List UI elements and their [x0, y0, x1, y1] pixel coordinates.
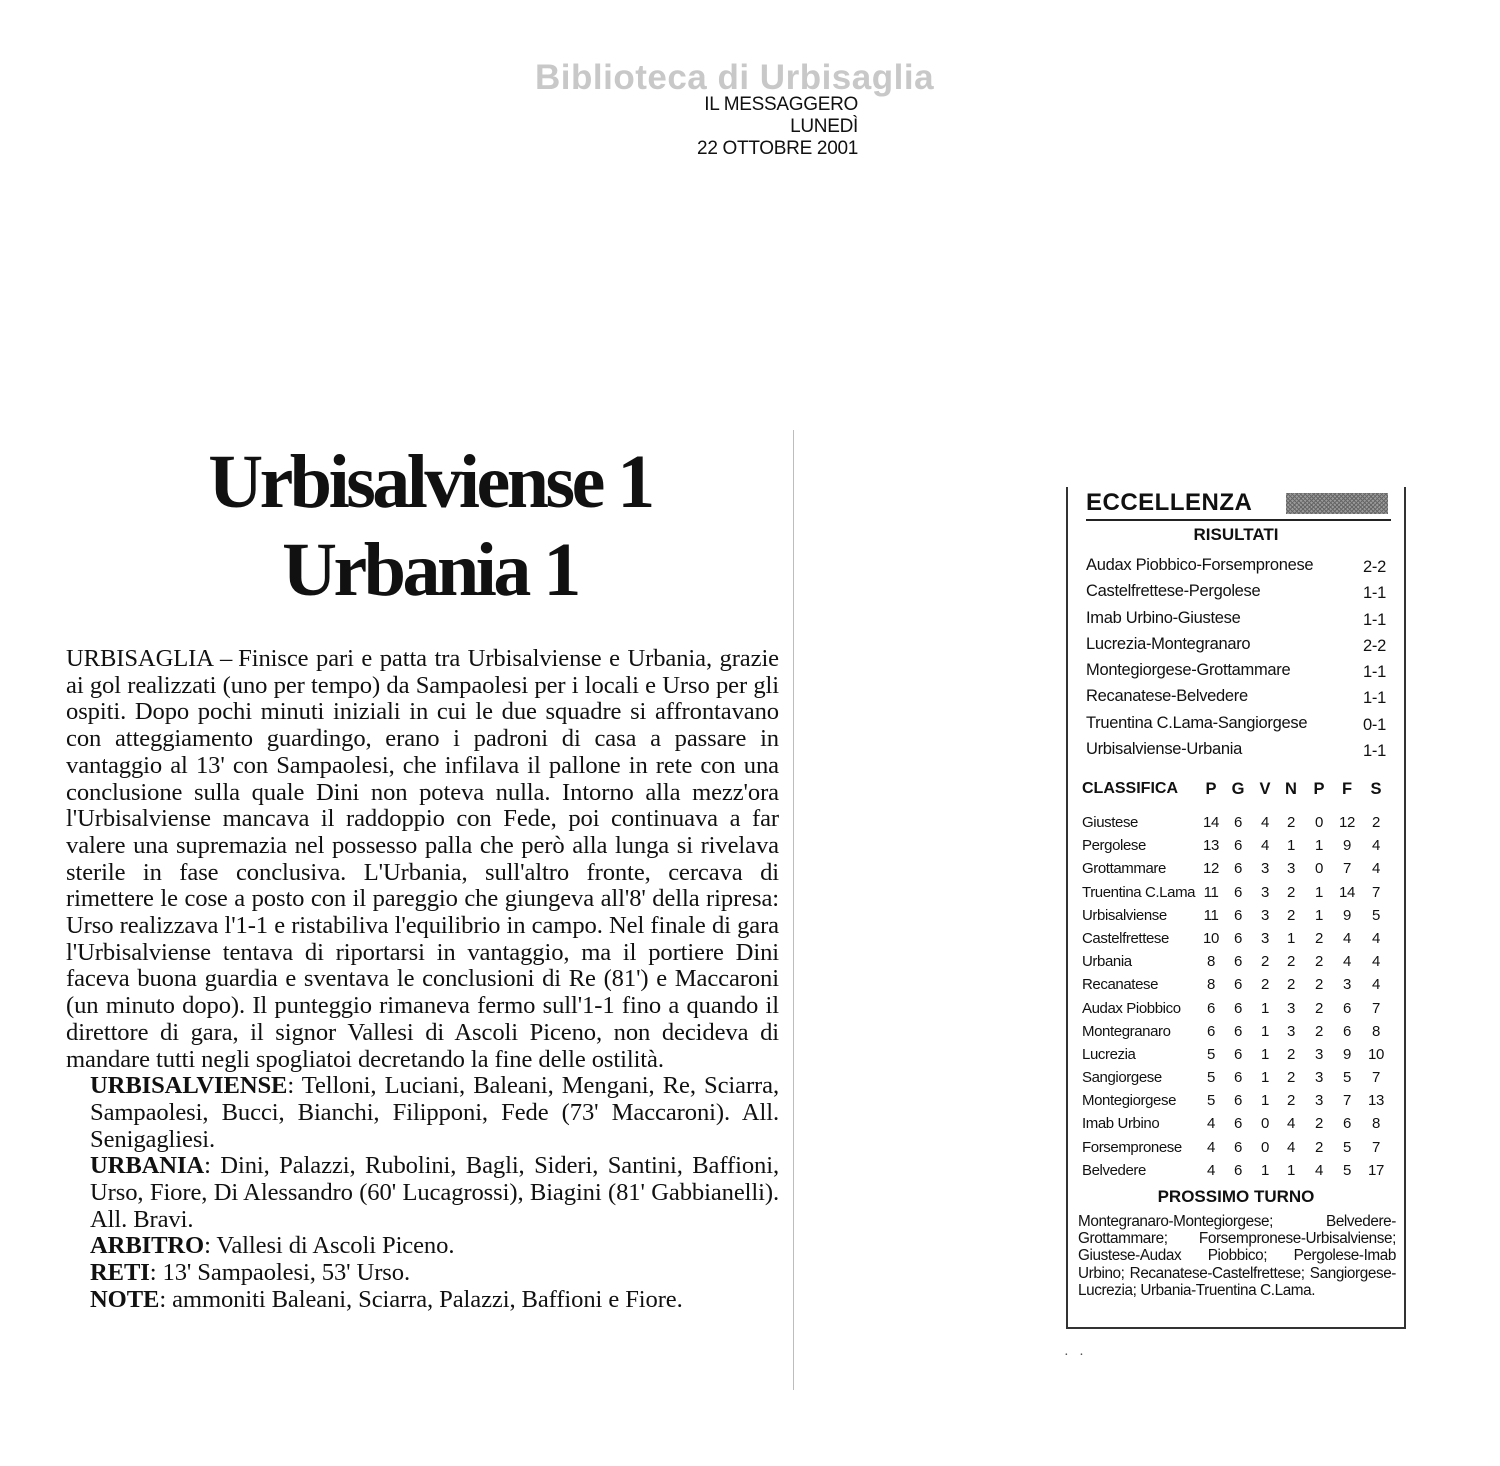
result-row: [1086, 737, 1386, 763]
standings-cell: 4: [1315, 1161, 1323, 1179]
standings-cell: 3: [1287, 999, 1295, 1017]
result-match: Lucrezia-Montegranaro: [1086, 634, 1251, 653]
standings-cell: 2: [1315, 1138, 1323, 1156]
standings-cell: 3: [1287, 1022, 1295, 1040]
result-row: [1086, 606, 1386, 632]
lineup-away: [66, 1153, 779, 1233]
column-divider: [793, 430, 794, 1390]
standings-cell: 6: [1234, 860, 1242, 878]
standings-row: [1082, 1043, 1388, 1066]
result-score: 2-2: [1363, 636, 1386, 655]
halftone-bar: [1286, 493, 1388, 514]
standings-cell: 1: [1261, 1022, 1269, 1040]
standings-cell: 3: [1287, 860, 1295, 878]
standings-row: [1082, 1112, 1388, 1135]
standings-cell: 0: [1315, 814, 1323, 831]
standings-column-header: P: [1313, 780, 1325, 798]
result-row: [1086, 632, 1386, 658]
result-score: 1-1: [1363, 689, 1386, 708]
standings-cell: 5: [1207, 1069, 1215, 1087]
standings-cell: 5: [1343, 1161, 1351, 1179]
result-match: Audax Piobbico-Forsempronese: [1086, 556, 1314, 574]
article: [66, 646, 779, 1314]
article-dateline: URBISAGLIA: [66, 645, 214, 672]
standings-cell: 2: [1315, 1022, 1323, 1040]
lineup-text: : Telloni, Luciani, Baleani, Mengani, Re, Sciarra, Sampaolesi, Bucci, Bianchi, Filipponi, Fede (73' Maccaroni). All. Senigagliesi.: [90, 1072, 779, 1153]
standings-cell: 4: [1372, 860, 1380, 878]
standings-cell: 4: [1343, 929, 1351, 947]
standings-cell: 3: [1343, 976, 1351, 994]
standings-team: Belvedere: [1082, 1161, 1146, 1179]
standings-row: [1082, 834, 1388, 857]
standings-cell: 6: [1234, 1138, 1242, 1156]
eccellenza-panel: [1066, 487, 1406, 1329]
standings-row: [1082, 1159, 1388, 1182]
standings-cell: 9: [1343, 837, 1351, 855]
goals-line: [66, 1260, 779, 1287]
lineup-label: NOTE: [90, 1285, 160, 1313]
standings-row: [1082, 857, 1388, 880]
lineup-text: : 13' Sampaolesi, 53' Urso.: [149, 1259, 411, 1287]
headline-line-1: Urbisalviense 1: [208, 440, 652, 524]
standings-cell: 3: [1315, 1069, 1323, 1087]
standings-cell: 0: [1315, 860, 1323, 878]
standings-cell: 13: [1203, 837, 1219, 855]
result-row: [1086, 553, 1386, 579]
next-round-title: PROSSIMO TURNO: [1157, 1187, 1315, 1206]
standings-cell: 7: [1372, 1069, 1380, 1087]
standings-cell: 1: [1315, 906, 1323, 924]
standings-cell: 1: [1315, 837, 1323, 855]
standings-cell: 2: [1287, 1045, 1295, 1063]
standings-header: [1082, 777, 1388, 811]
standings-cell: 4: [1261, 837, 1269, 855]
article-body-paragraph: [66, 646, 779, 1073]
standings-cell: 2: [1261, 953, 1269, 971]
standings-cell: 1: [1261, 1045, 1269, 1063]
standings-column-header: G: [1231, 780, 1245, 798]
standings-row: [1082, 1089, 1388, 1112]
standings-cell: 6: [1234, 1161, 1242, 1179]
standings-cell: 4: [1372, 837, 1380, 855]
standings-cell: 2: [1315, 953, 1323, 971]
result-row: [1086, 579, 1386, 605]
notes-line: [66, 1287, 779, 1314]
publication-date: 22 OTTOBRE 2001: [697, 138, 858, 159]
standings-cell: 10: [1368, 1045, 1384, 1063]
standings-team: Montegranaro: [1082, 1022, 1171, 1040]
standings-cell: 6: [1234, 1022, 1242, 1040]
masthead: [600, 94, 858, 160]
standings-team: Truentina C.Lama: [1082, 883, 1196, 901]
panel-header: [1086, 487, 1391, 521]
lineup-label: RETI: [90, 1259, 150, 1287]
standings-team: Audax Piobbico: [1082, 999, 1181, 1017]
standings-cell: 4: [1287, 1138, 1295, 1156]
result-match: Recanatese-Belvedere: [1086, 687, 1248, 706]
standings-cell: 13: [1368, 1092, 1384, 1110]
lineup-label: URBISALVIENSE: [90, 1072, 288, 1100]
result-match: Urbisalviense-Urbania: [1086, 740, 1243, 759]
standings-cell: 5: [1207, 1092, 1215, 1110]
standings-column-header: V: [1259, 780, 1271, 798]
result-score: 1-1: [1363, 584, 1386, 603]
headline-line-2: Urbania 1: [282, 528, 578, 612]
standings-cell: 6: [1234, 837, 1242, 855]
standings-cell: 7: [1343, 860, 1351, 878]
standings-cell: 8: [1207, 953, 1215, 971]
standings-cell: 14: [1339, 883, 1355, 901]
referee-line: [66, 1233, 779, 1260]
standings-row: [1082, 904, 1388, 927]
standings-cell: 6: [1343, 1115, 1351, 1133]
result-match: Truentina C.Lama-Sangiorgese: [1086, 713, 1308, 732]
result-row: [1086, 711, 1386, 737]
standings-cell: 2: [1287, 814, 1295, 831]
standings-cell: 4: [1372, 953, 1380, 971]
standings-row: [1082, 1020, 1388, 1043]
standings-cell: 1: [1261, 1092, 1269, 1110]
standings-cell: 14: [1203, 814, 1219, 831]
standings-row: [1082, 973, 1388, 996]
result-score: 0-1: [1363, 715, 1386, 734]
standings-cell: 9: [1343, 1045, 1351, 1063]
lineup-text: : ammoniti Baleani, Sciarra, Palazzi, Baffioni e Fiore.: [159, 1285, 683, 1313]
standings-team: Pergolese: [1082, 837, 1146, 855]
standings-cell: 2: [1287, 1069, 1295, 1087]
standings-cell: 6: [1234, 1045, 1242, 1063]
results-list: [1086, 553, 1386, 763]
standings-cell: 1: [1261, 1161, 1269, 1179]
result-row: [1086, 684, 1386, 710]
standings-cell: 1: [1261, 999, 1269, 1017]
standings-cell: 10: [1203, 929, 1219, 947]
result-score: 1-1: [1363, 663, 1386, 682]
standings-cell: 6: [1234, 883, 1242, 901]
result-score: 1-1: [1363, 610, 1386, 629]
standings-cell: 5: [1207, 1045, 1215, 1063]
article-body-text: Finisce pari e patta tra Urbisalviense e Urbania, grazie ai gol realizzati (uno per tempo) da Sampaolesi per i locali e Urso per gli ospiti. Dopo pochi minuti iniziali in cui le due squadre si affrontavano con atteggiamento guardingo, erano i padroni di casa a passare in vantaggio al 13' con Sampaolesi, che infilava il pallone in rete con una conclusione sulla quale Dini non poteva nulla. Intorno alla mezz'ora l'Urbisalviense mancava il raddoppio con Fede, poi continuava a far valere una supremazia nel possesso palla che però alla lunga si rivelava sterile in fase conclusiva. L'Urbania, sull'altro fronte, cercava di rimettere le cose a posto con il pareggio che giungeva all'8' della ripresa: Urso realizzava l'1-1 e ristabiliva l'equilibrio in campo. Nel finale di gara l'Urbisalviense tentava di riportarsi in vantaggio, ma il portiere Dini faceva buona guardia e sventava le conclusioni di Re (81') e Maccaroni (un minuto dopo). Il punteggio rimaneva fermo sull'1-1 fino a quando il direttore di gara, il signor Vallesi di Ascoli Piceno, non decideva di mandare tutti negli spogliatoi decretando la fine delle ostilità.: [66, 645, 779, 1073]
standings-cell: 1: [1315, 883, 1323, 901]
panel-title: ECCELLENZA: [1086, 489, 1253, 516]
standings-cell: 4: [1287, 1115, 1295, 1133]
standings-title: CLASSIFICA: [1082, 780, 1178, 797]
standings-team: Castelfrettese: [1082, 929, 1169, 947]
standings-cell: 6: [1234, 906, 1242, 924]
standings-cell: 2: [1315, 929, 1323, 947]
standings-cell: 6: [1343, 999, 1351, 1017]
standings-column-header: N: [1285, 780, 1297, 798]
standings-cell: 8: [1372, 1115, 1380, 1133]
standings-row: [1082, 950, 1388, 973]
publication-weekday: LUNEDÌ: [790, 116, 858, 137]
standings-team: Giustese: [1082, 814, 1138, 831]
library-watermark: Biblioteca di Urbisaglia: [535, 58, 935, 97]
dateline-dash: –: [219, 645, 233, 672]
standings-cell: 5: [1372, 906, 1380, 924]
standings-cell: 4: [1207, 1161, 1215, 1179]
standings-team: Imab Urbino: [1082, 1115, 1160, 1133]
standings-row: [1082, 1136, 1388, 1159]
standings-cell: 6: [1234, 976, 1242, 994]
standings-cell: 7: [1343, 1092, 1351, 1110]
standings-team: Urbania: [1082, 953, 1132, 971]
standings-table: [1082, 777, 1388, 1182]
standings-cell: 7: [1372, 1138, 1380, 1156]
standings-cell: 1: [1287, 837, 1295, 855]
standings-cell: 8: [1372, 1022, 1380, 1040]
standings-row: [1082, 881, 1388, 904]
standings-cell: 4: [1207, 1115, 1215, 1133]
standings-cell: 8: [1207, 976, 1215, 994]
standings-cell: 2: [1315, 976, 1323, 994]
standings-cell: 3: [1315, 1045, 1323, 1063]
lineup-label: URBANIA: [90, 1152, 205, 1180]
standings-team: Forsempronese: [1082, 1138, 1182, 1156]
standings-cell: 1: [1287, 929, 1295, 947]
standings-team: Montegiorgese: [1082, 1092, 1177, 1110]
standings-row: [1082, 997, 1388, 1020]
standings-team: Recanatese: [1082, 976, 1159, 994]
standings-cell: 6: [1234, 1069, 1242, 1087]
next-round-text: Montegranaro-Montegiorgese; Belvedere-Grottammare; Forsempronese-Urbisalviense; Giustese-Audax Piobbico; Pergolese-Imab Urbino; Recanatese-Castelfrettese; Sangiorgese-Lucrezia; Urbania-Truentina C.Lama.: [1078, 1213, 1396, 1299]
standings-cell: 6: [1234, 929, 1242, 947]
standings-column-header: P: [1205, 780, 1217, 798]
standings-cell: 6: [1234, 1115, 1242, 1133]
standings-cell: 9: [1343, 906, 1351, 924]
standings-cell: 6: [1207, 999, 1215, 1017]
result-match: Imab Urbino-Giustese: [1086, 608, 1241, 627]
standings-team: Sangiorgese: [1082, 1069, 1162, 1087]
standings-column-header: S: [1370, 780, 1382, 798]
standings-cell: 2: [1315, 1115, 1323, 1133]
lineup-text: : Vallesi di Ascoli Piceno.: [204, 1232, 455, 1260]
standings-cell: 0: [1261, 1115, 1269, 1133]
newspaper-name: IL MESSAGGERO: [704, 94, 858, 115]
standings-cell: 7: [1372, 999, 1380, 1017]
standings-cell: 2: [1287, 976, 1295, 994]
standings-cell: 2: [1261, 976, 1269, 994]
standings-cell: 0: [1261, 1138, 1269, 1156]
standings-cell: 2: [1287, 883, 1295, 901]
result-row: [1086, 658, 1386, 684]
lineup-home: [66, 1073, 779, 1153]
standings-team: Urbisalviense: [1082, 906, 1167, 924]
standings-column-header: F: [1341, 780, 1353, 798]
standings-cell: 3: [1315, 1092, 1323, 1110]
standings-cell: 5: [1343, 1138, 1351, 1156]
standings-cell: 1: [1287, 1161, 1295, 1179]
result-score: 1-1: [1363, 742, 1386, 761]
standings-cell: 6: [1234, 999, 1242, 1017]
standings-cell: 5: [1343, 1069, 1351, 1087]
standings-team: Grottammare: [1082, 860, 1166, 878]
standings-cell: 11: [1203, 883, 1219, 901]
standings-cell: 3: [1261, 906, 1269, 924]
standings-cell: 1: [1261, 1069, 1269, 1087]
lineup-label: ARBITRO: [90, 1232, 205, 1260]
standings-cell: 4: [1343, 953, 1351, 971]
results-title: RISULTATI: [1193, 525, 1279, 544]
standings-cell: 4: [1372, 976, 1380, 994]
standings-row: [1082, 1066, 1388, 1089]
standings-cell: 2: [1287, 1092, 1295, 1110]
standings-cell: 3: [1261, 929, 1269, 947]
standings-cell: 11: [1203, 906, 1219, 924]
result-score: 2-2: [1363, 558, 1386, 576]
headline: [150, 438, 710, 614]
standings-cell: 2: [1287, 953, 1295, 971]
standings-cell: 6: [1343, 1022, 1351, 1040]
standings-cell: 6: [1234, 1092, 1242, 1110]
lineup-text: : Dini, Palazzi, Rubolini, Bagli, Sideri, Santini, Baffioni, Urso, Fiore, Di Alessandro (60' Lucagrossi), Biagini (81' Gabbianelli). All. Bravi.: [90, 1152, 779, 1233]
standings-cell: 3: [1261, 883, 1269, 901]
standings-row: [1082, 927, 1388, 950]
standings-cell: 4: [1372, 929, 1380, 947]
standings-cell: 6: [1234, 953, 1242, 971]
standings-team: Lucrezia: [1082, 1045, 1136, 1063]
standings-cell: 2: [1315, 999, 1323, 1017]
standings-cell: 6: [1234, 814, 1242, 831]
standings-cell: 17: [1368, 1161, 1384, 1179]
standings-cell: 6: [1207, 1022, 1215, 1040]
standings-cell: 4: [1207, 1138, 1215, 1156]
standings-cell: 12: [1203, 860, 1219, 878]
result-match: Castelfrettese-Pergolese: [1086, 582, 1261, 601]
standings-row: [1082, 811, 1388, 834]
standings-cell: 4: [1261, 814, 1269, 831]
scan-specks: · ·: [1064, 1348, 1084, 1363]
result-match: Montegiorgese-Grottammare: [1086, 661, 1291, 680]
standings-cell: 2: [1372, 814, 1380, 831]
standings-cell: 3: [1261, 860, 1269, 878]
standings-cell: 2: [1287, 906, 1295, 924]
standings-cell: 12: [1339, 814, 1355, 831]
standings-cell: 7: [1372, 883, 1380, 901]
